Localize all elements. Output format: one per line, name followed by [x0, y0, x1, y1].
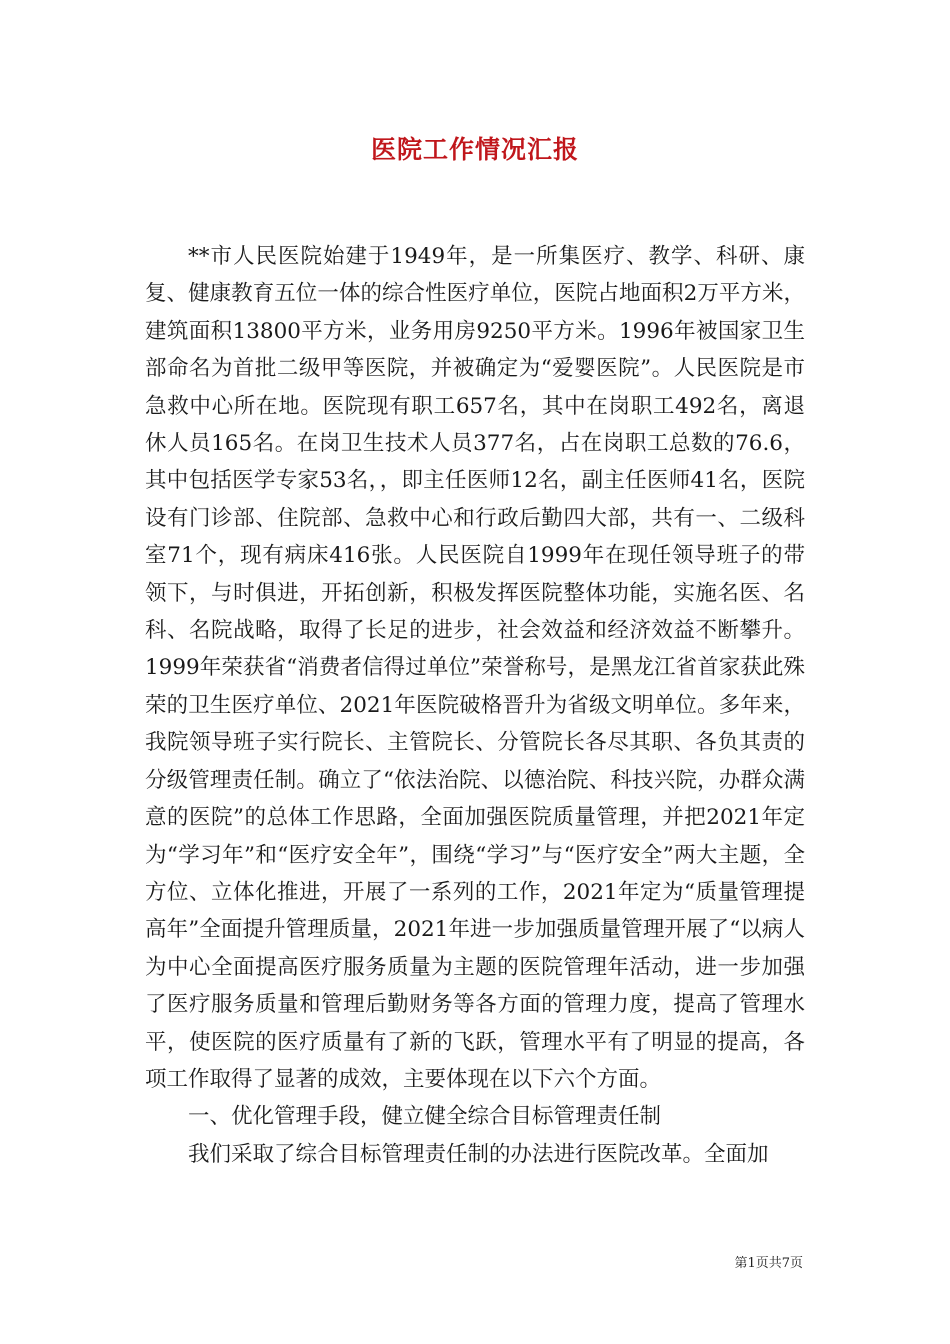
document-title: 医院工作情况汇报 [370, 135, 579, 164]
paragraph-intro: **市人民医院始建于1949年，是一所集医疗、教学、科研、康复、健康教育五位一体的综合性医疗单位，医院占地面积2万平方米，建筑面积13800平方米，业务用房9250平方米。1996年被国家卫生部命名为首批二级甲等医院，并被确定为“爱婴医院”。人民医院是市急救中心所在地。医院现有职工657名，其中在岗职工492名，离退休人员165名。在岗卫生技术人员377名，占在岗职工总数的76.6，其中包括医学专家53名，，即主任医师12名，副主任医师41名，医院设有门诊部、住院部、急救中心和行政后勤四大部，共有一、二级科室71个，现有病床416张。人民医院自1999年在现任领导班子的带领下，与时俱进，开拓创新，积极发挥医院整体功能，实施名医、名科、名院战略，取得了长足的进步，社会效益和经济效益不断攀升。1999年荣获省“消费者信得过单位”荣誉称号，是黑龙江省首家获此殊荣的卫生医疗单位、2021年医院破格晋升为省级文明单位。多年来，我院领导班子实行院长、主管院长、分管院长各尽其职、各负其责的分级管理责任制。确立了“依法治院、以德治院、科技兴院，办群众满意的医院”的总体工作思路，全面加强医院质量管理，并把2021年定为“学习年”和“医疗安全年”，围绕“学习”与“医疗安全”两大主题，全方位、立体化推进，开展了一系列的工作，2021年定为“质量管理提高年”全面提升管理质量，2021年进一步加强质量管理开展了“以病人为中心全面提高医疗服务质量为主题的医院管理年活动，进一步加强了医疗服务质量和管理后勤财务等各方面的管理力度，提高了管理水平，使医院的医疗质量有了新的飞跃，管理水平有了明显的提高，各项工作取得了显著的成效，主要体现在以下六个方面。 [145, 244, 805, 1092]
document-body [145, 238, 805, 1173]
paragraph-section-1: 我们采取了综合目标管理责任制的办法进行医院改革。全面加 [188, 1141, 769, 1167]
page-number: 第1页共7页 [734, 1256, 803, 1271]
section-heading: 一、优化管理手段，健立健全综合目标管理责任制 [188, 1104, 662, 1130]
